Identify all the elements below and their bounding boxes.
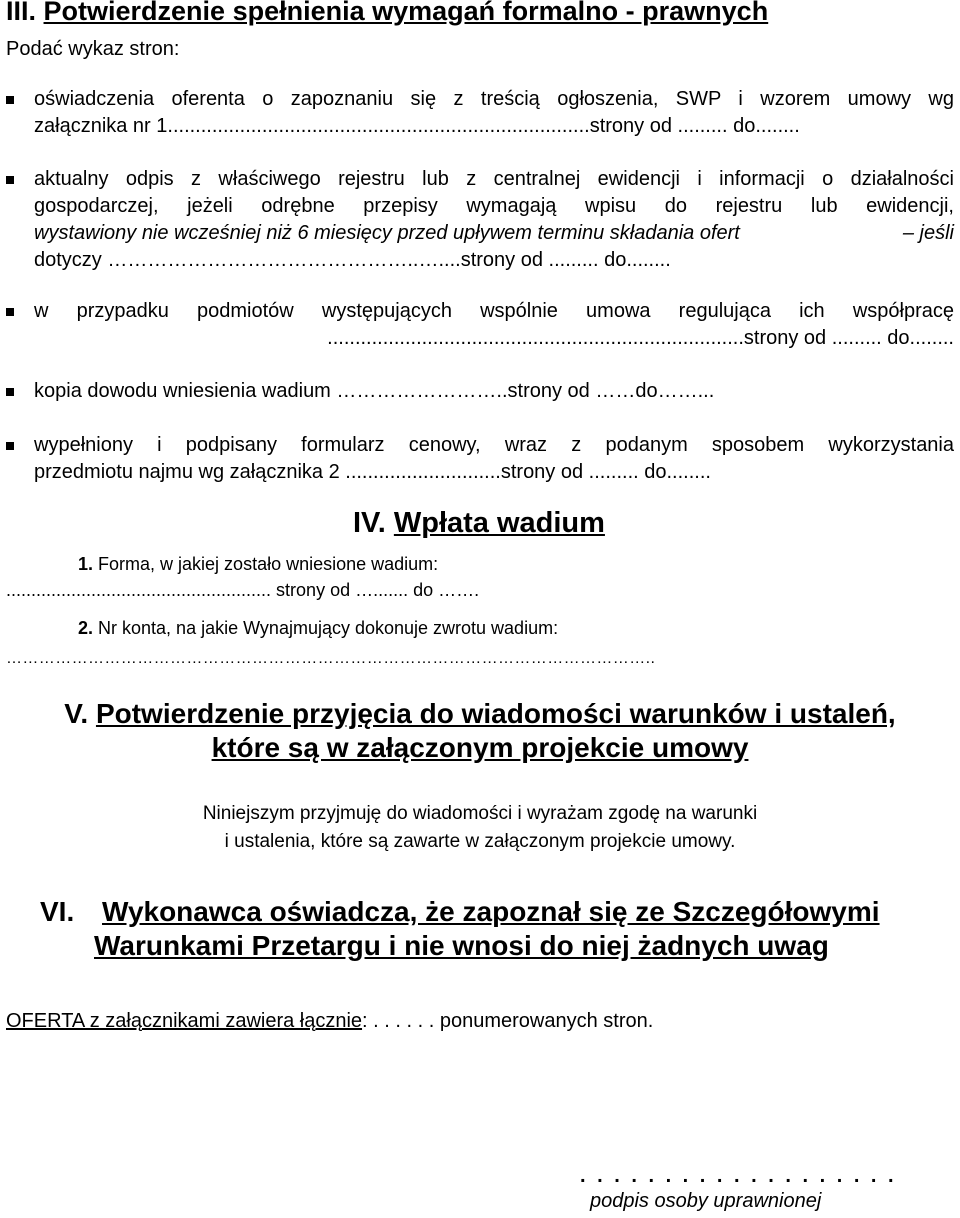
oferta-label: OFERTA z załącznikami zawiera łącznie [6, 1010, 363, 1032]
list-item: kopia dowodu wniesienia wadium ……………………..strony od ……do……... [6, 378, 954, 405]
list-item: aktualny odpis z właściwego rejestru lub z centralnej ewidencji i informacji o działalności gospodarczej, jeżeli odrębne przepisy wymagają wpisu do rejestru lub ewidencji, wystawiony nie wcześniej niż 6 miesięcy przed upływem terminu składania ofert – jeśli dotyczy ………………………………………..…....strony od ......... do........ [6, 166, 954, 274]
bullet-icon [6, 442, 14, 450]
section-5-title-line2: które są w załączonym projekcie umowy [211, 732, 749, 763]
section-3-number: III. [6, 0, 37, 26]
section-5-number: V. [64, 698, 89, 729]
section-4-number: IV. [353, 507, 386, 539]
section-4-title: Wpłata wadium [393, 507, 605, 539]
section-6-title-line1: Wykonawca oświadcza, że zapoznał się ze Szczegółowymi [102, 896, 880, 927]
section-3-title: Potwierdzenie spełnienia wymagań formalno - prawnych [43, 0, 769, 26]
section-5-title-line1: Potwierdzenie przyjęcia do wiadomości warunków i ustaleń, [95, 698, 896, 729]
question-1-answer-line: ..................................................... strony od …....... do ……. [6, 580, 480, 600]
section-6-number: VI. [40, 896, 75, 927]
question-2-answer-line: ……………………………………………………………………………………………………….. [6, 650, 656, 667]
bullet-icon [6, 176, 14, 184]
oferta-pages-line [6, 1010, 653, 1033]
section-5-paragraph: Niniejszym przyjmuję do wiadomości i wyrażam zgodę na warunki i ustalenia, które są zawarte w załączonym projekcie umowy. [202, 803, 758, 852]
bullet-icon [6, 96, 14, 104]
section-4-heading [353, 507, 605, 540]
signature-line: . . . . . . . . . . . . . . . . . . . [580, 1165, 897, 1187]
section-6-title-line2: Warunkami Przetargu i nie wnosi do niej żadnych uwag [94, 930, 829, 961]
section-3-heading [6, 0, 768, 27]
signature-label: podpis osoby uprawnionej [590, 1190, 822, 1212]
bullet-icon [6, 388, 14, 396]
list-item: wypełniony i podpisany formularz cenowy, wraz z podanym sposobem wykorzystania przedmiotu najmu wg załącznika 2 ............................strony od ......... do........ [6, 432, 954, 486]
oferta-pages-count: : . . . . . . ponumerowanych stron. [362, 1010, 654, 1032]
section-5-heading [0, 697, 960, 765]
list-item: oświadczenia oferenta o zapoznaniu się z treścią ogłoszenia, SWP i wzorem umowy wg załącznika nr 1............................................................................strony od ......... do........ [6, 86, 954, 140]
list-item: w przypadku podmiotów występujących wspólnie umowa regulująca ich współpracę ...........................................................................strony od ......... do........ [6, 298, 954, 352]
section-6-heading [40, 895, 880, 963]
question-2: 2. Nr konta, na jakie Wynajmujący dokonuje zwrotu wadium: [78, 618, 559, 638]
section-3-subtitle: Podać wykaz stron: [6, 38, 180, 60]
question-1: 1. Forma, w jakiej zostało wniesione wadium: [78, 554, 439, 574]
bullet-icon [6, 308, 14, 316]
